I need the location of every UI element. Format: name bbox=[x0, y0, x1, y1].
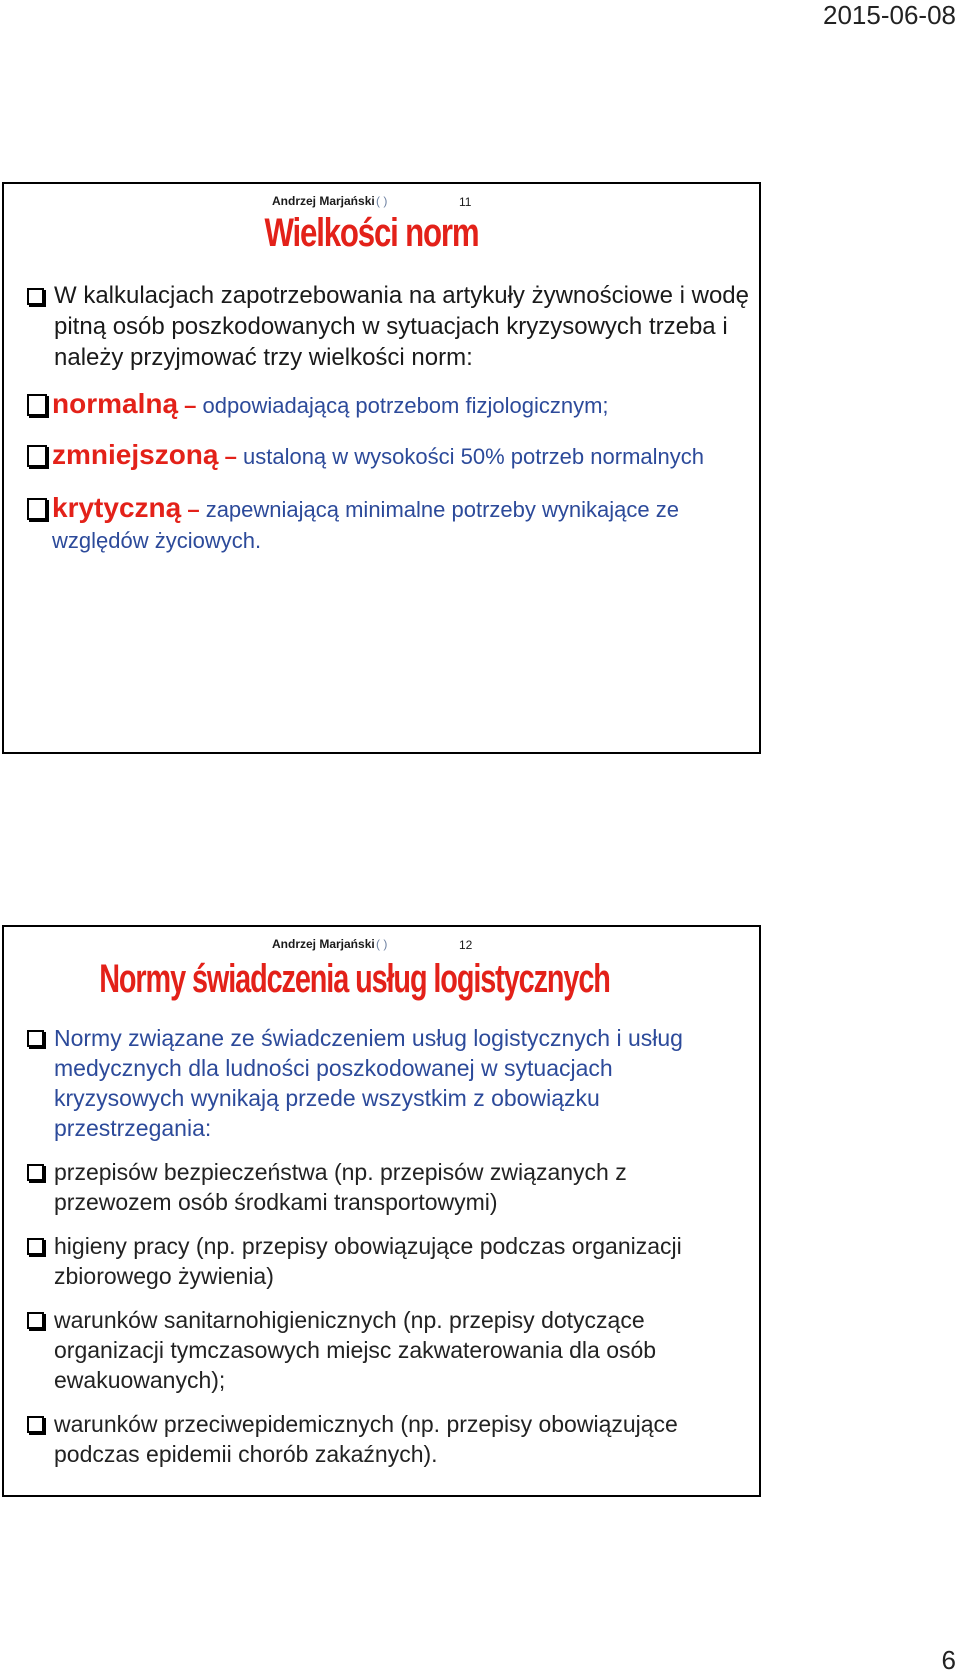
norm-item-normal bbox=[24, 388, 749, 421]
bullet-item bbox=[24, 1305, 749, 1395]
norm-dash: – bbox=[224, 444, 237, 469]
norm-keyword: krytyczną bbox=[52, 492, 182, 523]
checkbox-bullet-icon bbox=[27, 445, 47, 467]
bullet-item bbox=[24, 1023, 749, 1143]
slide-11 bbox=[2, 182, 761, 754]
slide-header bbox=[4, 933, 759, 955]
norm-description: zapewniającą minimalne potrzeby wynikające ze względów życiowych. bbox=[52, 497, 679, 553]
slide-author: Andrzej Marjański bbox=[272, 937, 375, 951]
norm-item-reduced bbox=[24, 439, 749, 472]
bullet-list bbox=[24, 1023, 749, 1483]
bullet-item bbox=[24, 1409, 749, 1469]
page-date: 2015-06-08 bbox=[823, 0, 956, 30]
slide-title: Normy świadczenia usług logistycznych bbox=[99, 957, 610, 1001]
checkbox-bullet-icon bbox=[27, 1030, 44, 1047]
norm-description: ustaloną w wysokości 50% potrzeb normalnych bbox=[242, 444, 704, 469]
slide-number: 12 bbox=[459, 938, 473, 952]
bullet-text: higieny pracy (np. przepisy obowiązujące podczas organizacji zbiorowego żywienia) bbox=[54, 1233, 682, 1289]
norm-keyword: zmniejszoną bbox=[52, 439, 219, 470]
norm-item-critical bbox=[24, 492, 749, 556]
bullet-item bbox=[24, 1231, 749, 1291]
checkbox-bullet-icon bbox=[27, 498, 47, 520]
bullet-text: Normy związane ze świadczeniem usług logistycznych i usług medycznych dla ludności poszkodowanej w sytuacjach kryzysowych wynikają przede wszystkim z obowiązku przestrzegania: bbox=[54, 1025, 683, 1141]
norm-dash: – bbox=[187, 497, 200, 522]
checkbox-bullet-icon bbox=[27, 394, 47, 416]
checkbox-bullet-icon bbox=[27, 288, 44, 305]
bullet-text: warunków przeciwepidemicznych (np. przepisy obowiązujące podczas epidemii chorób zakaźnych). bbox=[54, 1411, 678, 1467]
norm-dash: – bbox=[184, 393, 197, 418]
checkbox-bullet-icon bbox=[27, 1416, 44, 1433]
slide-header bbox=[4, 190, 759, 212]
bullet-list bbox=[24, 280, 749, 556]
slide-author-parens: ( ) bbox=[376, 194, 388, 208]
bullet-item bbox=[24, 280, 749, 373]
bullet-text: W kalkulacjach zapotrzebowania na artykuły żywnościowe i wodę pitną osób poszkodowanych w sytuacjach kryzysowych trzeba i należy przyjmować trzy wielkości norm: bbox=[54, 282, 749, 371]
checkbox-bullet-icon bbox=[27, 1312, 44, 1329]
slide-number: 11 bbox=[459, 195, 472, 209]
slide-author-parens: ( ) bbox=[376, 937, 388, 951]
checkbox-bullet-icon bbox=[27, 1164, 44, 1181]
bullet-text: warunków sanitarnohigienicznych (np. przepisy dotyczące organizacji tymczasowych miejsc zakwaterowania dla osób ewakuowanych); bbox=[54, 1307, 657, 1393]
bullet-item bbox=[24, 1157, 749, 1217]
slide-title: Wielkości norm bbox=[264, 211, 479, 255]
slide-author: Andrzej Marjański bbox=[272, 194, 375, 208]
slide-12 bbox=[2, 925, 761, 1497]
page-number: 6 bbox=[941, 1645, 956, 1675]
norm-description: odpowiadającą potrzebom fizjologicznym; bbox=[202, 393, 609, 418]
norm-keyword: normalną bbox=[52, 388, 179, 419]
bullet-text: przepisów bezpieczeństwa (np. przepisów związanych z przewozem osób środkami transportowymi) bbox=[54, 1159, 627, 1215]
checkbox-bullet-icon bbox=[27, 1238, 44, 1255]
